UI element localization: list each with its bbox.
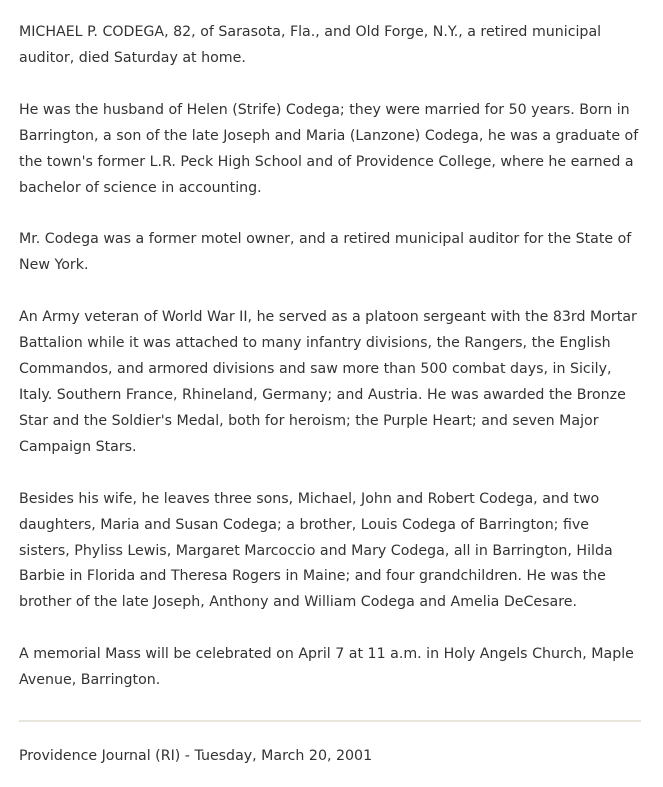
article-paragraph-6: A memorial Mass will be celebrated on April 7 at 11 a.m. in Holy Angels Church, Maple Avenue, Barrington. xyxy=(19,646,634,689)
obituary-article xyxy=(19,20,643,720)
source-citation: Providence Journal (RI) - Tuesday, March 20, 2001 xyxy=(19,748,373,764)
article-paragraph-4: An Army veteran of World War II, he served as a platoon sergeant with the 83rd Mortar Battalion while it was attached to many infantry divisions, the Rangers, the English Commandos, and armored divisions and saw more than 500 combat days, in Sicily, Italy. Southern France, Rhineland, Germany; and Austria. He was awarded the Bronze Star and the Soldier's Medal, both for heroism; the Purple Heart; and seven Major Campaign Stars. xyxy=(19,309,637,455)
article-paragraph-1: MICHAEL P. CODEGA, 82, of Sarasota, Fla., and Old Forge, N.Y., a retired municipal auditor, died Saturday at home. xyxy=(19,24,602,66)
article-paragraph-2: He was the husband of Helen (Strife) Codega; they were married for 50 years. Born in Barrington, a son of the late Joseph and Maria (Lanzone) Codega, he was a graduate of the town's former L.R. Peck High School and of Providence College, where he earned a bachelor of science in accounting. xyxy=(19,101,639,196)
divider xyxy=(19,720,641,722)
article-paragraph-5: Besides his wife, he leaves three sons, Michael, John and Robert Codega, and two daughters, Maria and Susan Codega; a brother, Louis Codega of Barrington; five sisters, Phyliss Lewis, Margaret Marcoccio and Mary Codega, all in Barrington, Hilda Barbie in Florida and Theresa Rogers in Maine; and four grandchildren. He was the brother of the late Joseph, Anthony and William Codega and Amelia DeCesare. xyxy=(19,490,613,611)
article-paragraph-3: Mr. Codega was a former motel owner, and a retired municipal auditor for the State of New York. xyxy=(19,231,632,274)
